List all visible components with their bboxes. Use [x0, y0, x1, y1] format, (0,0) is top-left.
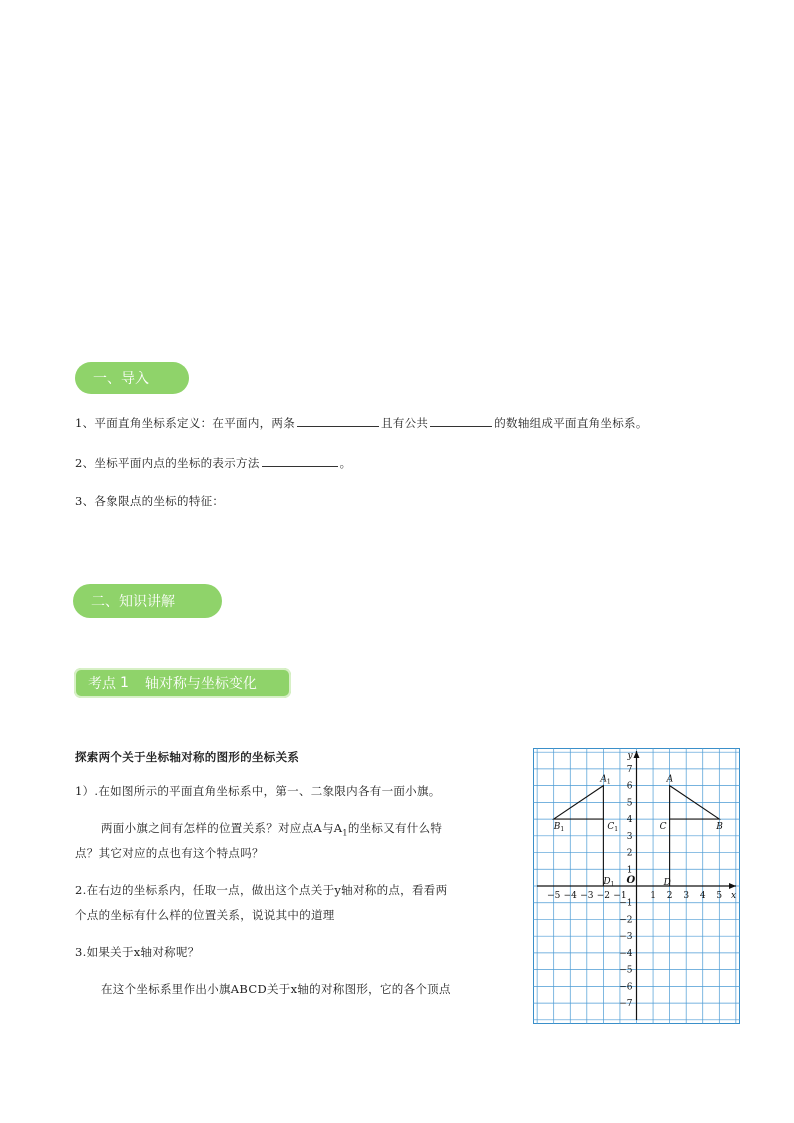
y-tick-label: 6	[626, 781, 633, 792]
body-paragraph-2	[101, 820, 442, 837]
q1-part-c: 的数轴组成平面直角坐标系。	[494, 416, 648, 430]
body-paragraph-2-cont: 点？其它对应的点也有这个特点吗？	[75, 846, 264, 860]
q2-part-b: 。	[339, 456, 352, 470]
kaodian-title: 轴对称与坐标变化	[144, 676, 257, 692]
y-tick-label: −1	[619, 898, 633, 909]
intro-question-2	[75, 455, 351, 471]
point-label: $B_1$	[553, 822, 565, 834]
body-paragraph-3-cont: 个点的坐标有什么样的位置关系，说说其中的道理	[75, 908, 335, 922]
kaodian-label: 考点	[88, 676, 116, 692]
y-tick-label: −7	[619, 999, 633, 1010]
section-heading-intro	[75, 362, 189, 394]
x-tick-label: −2	[596, 891, 611, 901]
x-tick-label: 2	[666, 891, 673, 901]
p2-part-a: 两面小旗之间有怎样的位置关系？对应点A与A	[101, 821, 343, 835]
point-label: B	[716, 822, 723, 833]
body-heading: 探索两个关于坐标轴对称的图形的坐标关系	[75, 750, 300, 764]
y-tick-label: −6	[619, 982, 633, 993]
q1-part-b: 且有公共	[381, 416, 429, 430]
q1-blank-2	[430, 425, 492, 427]
point-label: $D_1$	[603, 877, 615, 888]
x-axis-label: x	[731, 891, 737, 901]
p2-part-b: 的坐标又有什么特	[347, 821, 443, 835]
y-tick-label: 5	[626, 798, 633, 809]
x-tick-label: −4	[563, 891, 577, 901]
y-axis-label: y	[627, 751, 633, 761]
body-paragraph-1: 1）.在如图所示的平面直角坐标系中，第一、二象限内各有一面小旗。	[75, 784, 441, 798]
point-label: $A_1$	[600, 774, 611, 786]
x-tick-label: 4	[699, 891, 706, 901]
y-tick-label: −3	[619, 932, 633, 943]
y-tick-label: −4	[619, 948, 633, 959]
intro-question-1	[75, 415, 648, 431]
section-heading-intro-text: 一、导入	[93, 371, 149, 387]
y-tick-label: 2	[626, 848, 633, 859]
body-paragraph-3: 2.在右边的坐标系内，任取一点，做出这个点关于y轴对称的点，看看两	[75, 883, 448, 897]
point-label: $C_1$	[607, 822, 619, 834]
y-tick-label: −2	[619, 915, 633, 926]
x-tick-label: −1	[613, 891, 627, 901]
y-tick-label: −5	[619, 965, 633, 976]
section-heading-knowledge	[73, 584, 222, 618]
y-tick-label: 3	[626, 831, 633, 842]
q2-blank	[262, 465, 338, 467]
point-label: D	[663, 878, 671, 888]
x-tick-label: −5	[547, 891, 561, 901]
q2-part-a: 2、坐标平面内点的坐标的表示方法	[75, 456, 260, 470]
p2-subscript: 1	[342, 828, 348, 838]
body-paragraph-5: 在这个坐标系里作出小旗ABCD关于x轴的对称图形，它的各个顶点	[101, 982, 451, 996]
y-tick-label: 1	[626, 865, 633, 876]
q1-part-a: 1、平面直角坐标系定义：在平面内，两条	[75, 416, 296, 430]
point-label: A	[666, 774, 674, 785]
origin-label: O	[626, 875, 636, 886]
y-tick-label: 7	[626, 764, 633, 775]
section-heading-knowledge-text: 二、知识讲解	[91, 594, 175, 610]
q1-blank-1	[297, 425, 379, 427]
point-label: C	[659, 822, 667, 833]
kaodian-number: 1	[120, 675, 129, 691]
x-tick-label: 5	[716, 891, 723, 901]
x-tick-label: 1	[650, 891, 656, 901]
y-tick-label: 4	[626, 815, 633, 826]
x-tick-label: 3	[683, 891, 690, 901]
coordinate-grid-chart	[533, 748, 740, 1024]
x-tick-label: −3	[580, 891, 594, 901]
intro-question-3: 3、各象限点的坐标的特征：	[75, 494, 225, 508]
body-paragraph-4: 3.如果关于x轴对称呢？	[75, 945, 200, 959]
kaodian-banner	[74, 668, 291, 698]
